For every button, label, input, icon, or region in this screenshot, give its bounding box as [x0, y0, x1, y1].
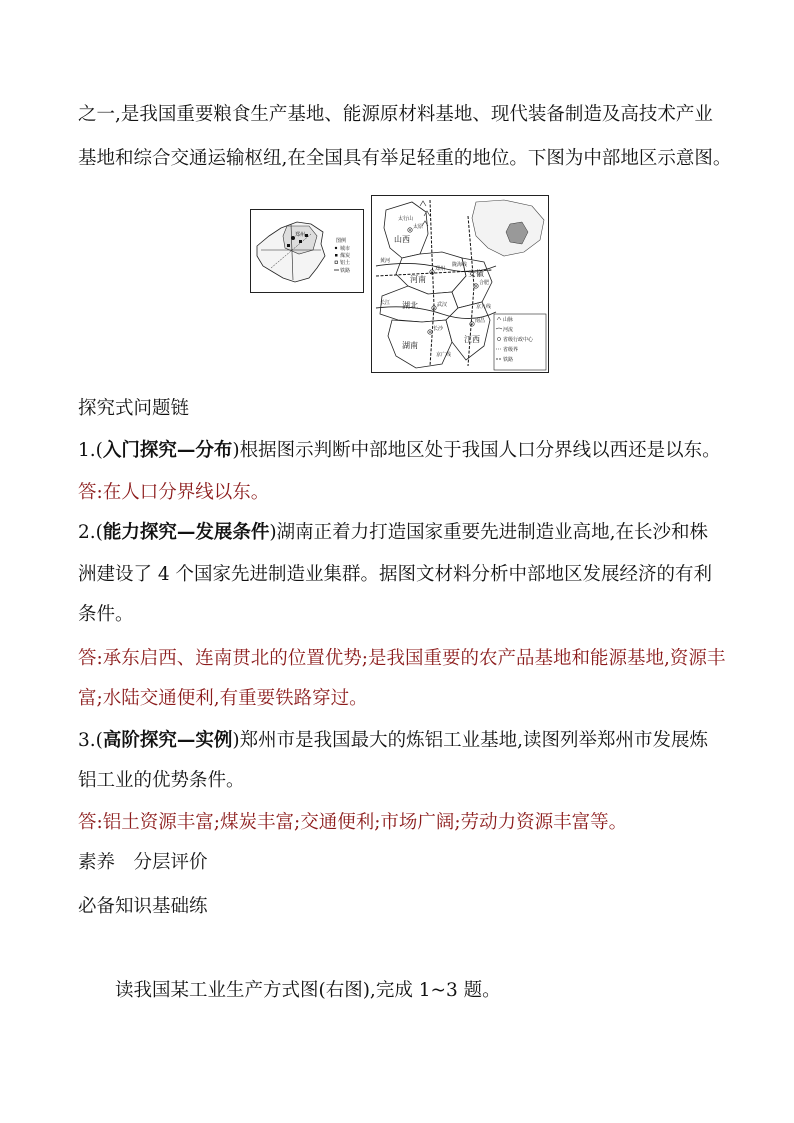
map-legend-item-1: 河流 — [503, 327, 514, 333]
map-legend-item-2: 省级行政中心 — [503, 337, 534, 343]
province-label-2: 湖北 — [402, 301, 418, 310]
city-label-4: 合肥 — [479, 280, 490, 286]
q2-body: 湖南正着力打造国家重要先进制造业高地,在长沙和株 — [276, 522, 708, 543]
bibei-heading: 必备知识基础练 — [78, 896, 208, 917]
city-label-0: 太原 — [413, 224, 424, 230]
feature-label-1: 长江 — [380, 300, 391, 306]
inset-legend-item-3: 铁路 — [340, 268, 351, 274]
q1-tag: 入门探究—分布 — [102, 440, 233, 461]
feature-label-2: 陇海线 — [452, 262, 468, 268]
intro-line-2: 基地和综合交通运输枢纽,在全国具有举足轻重的地位。下图为中部地区示意图。 — [78, 148, 732, 169]
inset-city-label: 郑州 — [295, 232, 306, 238]
province-label-0: 山西 — [394, 235, 410, 244]
q2-num: 2.( — [78, 522, 103, 543]
inset-legend-title: 图例 — [336, 238, 347, 244]
question-2-line-1 — [78, 522, 708, 544]
q3-tag: 高阶探究—实例 — [102, 730, 233, 751]
question-3-line-2: 铝工业的优势条件。 — [78, 770, 245, 791]
question-3-line-1 — [78, 730, 708, 752]
main-map — [371, 195, 549, 373]
read-task: 读我国某工业生产方式图(右图),完成 1~3 题。 — [115, 980, 501, 1001]
city-label-1: 郑州 — [435, 266, 446, 272]
inset-legend-item-0: 城市 — [340, 246, 351, 252]
map-legend-item-3: 省级界 — [503, 347, 519, 353]
answer-1: 答:在人口分界线以东。 — [78, 482, 270, 503]
question-2-line-3: 条件。 — [78, 604, 134, 625]
feature-label-3: 京广线 — [436, 352, 452, 358]
question-1 — [78, 440, 721, 462]
q1-close: ) — [232, 440, 240, 461]
map-legend-item-0: 山脉 — [503, 317, 514, 323]
q3-num: 3.( — [78, 730, 103, 751]
q3-body: 郑州市是我国最大的炼铝工业基地,读图列举郑州市发展炼 — [239, 730, 708, 751]
city-label-3: 长沙 — [433, 326, 444, 332]
province-label-3: 湖南 — [402, 341, 418, 350]
q1-body: 根据图示判断中部地区处于我国人口分界线以西还是以东。 — [239, 440, 721, 461]
map-legend-item-4: 铁路 — [503, 357, 514, 363]
feature-label-0: 黄河 — [380, 258, 391, 264]
central-region-map-figure — [250, 195, 548, 373]
q2-tag: 能力探究—发展条件 — [102, 522, 270, 543]
inset-map — [250, 209, 364, 293]
section-title: 探究式问题链 — [78, 398, 190, 419]
feature-label-4: 京九线 — [476, 304, 492, 310]
inset-map-svg — [251, 210, 363, 292]
question-2-line-2: 洲建设了 4 个国家先进制造业集群。据图文材料分析中部地区发展经济的有利 — [78, 564, 713, 585]
suyang-heading: 素养 分层评价 — [78, 852, 208, 873]
province-label-1: 河南 — [410, 275, 426, 284]
main-map-svg — [372, 196, 548, 372]
inset-legend-item-1: 煤炭 — [340, 253, 351, 259]
province-label-5: 江西 — [464, 335, 480, 344]
q1-num: 1.( — [78, 440, 103, 461]
q2-close: ) — [269, 522, 277, 543]
answer-2-line-2: 富;水陆交通便利,有重要铁路穿过。 — [78, 688, 368, 709]
answer-2-line-1: 答:承东启西、连南贯北的位置优势;是我国重要的农产品基地和能源基地,资源丰 — [78, 648, 726, 669]
city-label-5: 南昌 — [475, 318, 486, 324]
feature-label-5: 太行山 — [398, 216, 414, 222]
province-label-4: 安徽 — [468, 269, 484, 278]
q3-close: ) — [232, 730, 240, 751]
city-label-2: 武汉 — [437, 302, 448, 308]
answer-3: 答:铝土资源丰富;煤炭丰富;交通便利;市场广阔;劳动力资源丰富等。 — [78, 812, 628, 833]
intro-line-1: 之一,是我国重要粮食生产基地、能源原材料基地、现代装备制造及高技术产业 — [78, 104, 713, 125]
inset-legend-item-2: 铝土 — [340, 260, 351, 266]
